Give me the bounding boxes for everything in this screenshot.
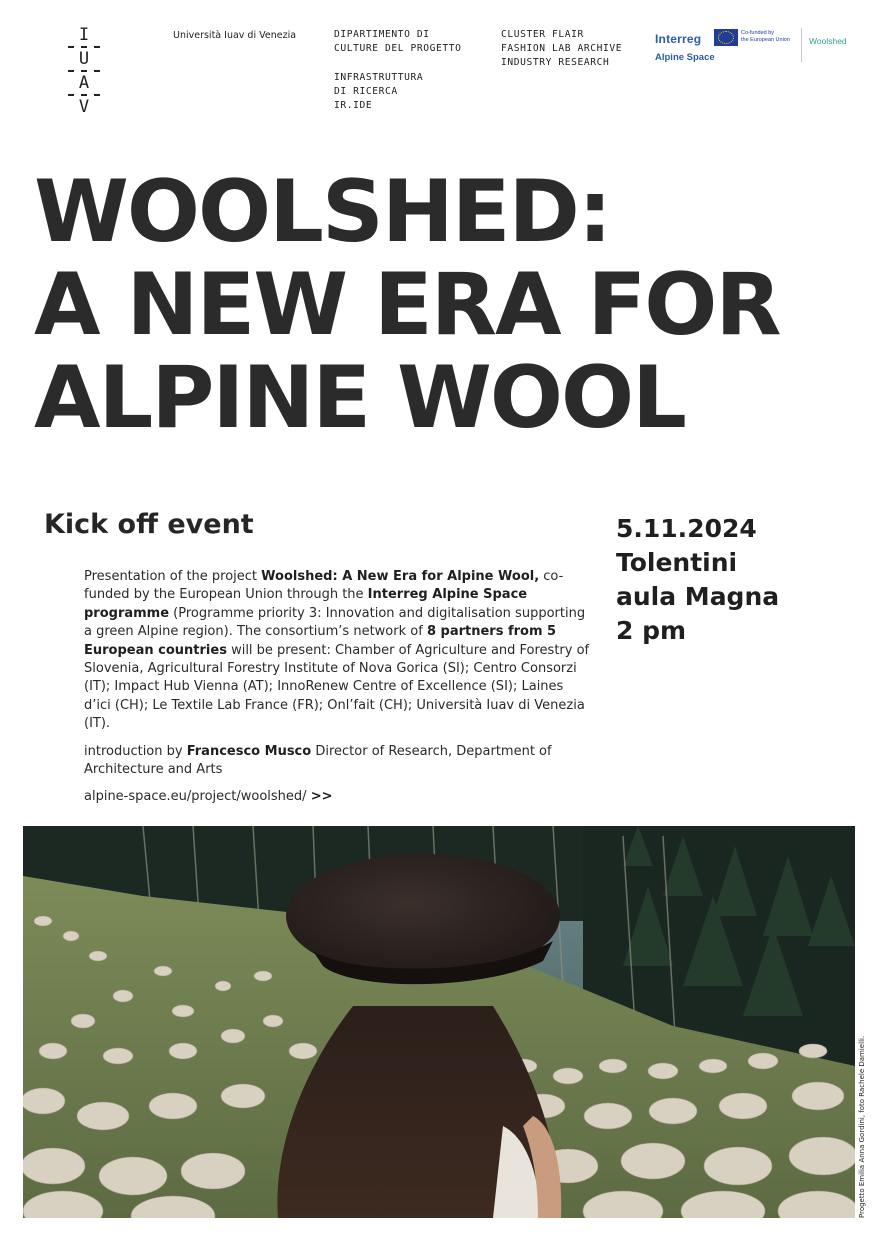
interreg-logo	[655, 28, 855, 68]
project-url[interactable]: alpine-space.eu/project/woolshed/	[84, 789, 307, 805]
text-run: introduction by	[84, 743, 187, 759]
text-run: co-funded by the European Union through the	[84, 569, 564, 603]
alpine-space-wordmark: Alpine Space	[655, 52, 715, 63]
event-details	[616, 512, 779, 648]
event-room: aula Magna	[616, 582, 780, 611]
cluster-text	[501, 28, 622, 70]
title-line: WOOLSHED:	[34, 162, 611, 262]
photo-illustration	[23, 826, 855, 1218]
partners-count: 8 partners from 5 European countries	[84, 624, 557, 658]
text-run: Director of Research, Department of Architecture and Arts	[84, 743, 552, 778]
title-line: ALPINE WOOL	[34, 348, 685, 448]
logo-letter: I	[78, 25, 90, 45]
department-text	[334, 28, 462, 56]
logo-divider	[801, 28, 802, 62]
programme-name: Interreg Alpine Space programme	[84, 587, 528, 621]
event-date: 5.11.2024	[616, 514, 757, 543]
cluster-line: CLUSTER FLAIR	[501, 29, 584, 40]
link-arrow-icon[interactable]: >>	[310, 789, 333, 805]
project-name: Woolshed: A New Era for Alpine Wool,	[261, 569, 540, 584]
cluster-line: INDUSTRY RESEARCH	[501, 57, 610, 68]
poster-title	[34, 162, 864, 448]
infrastructure-line: IR.IDE	[334, 100, 373, 111]
logo-letter: V	[78, 97, 90, 117]
text-run: Presentation of the project	[84, 569, 262, 584]
infrastructure-line: INFRASTRUTTURA	[334, 72, 424, 83]
project-link[interactable]	[84, 788, 594, 806]
logo-letter: U	[78, 49, 90, 69]
university-name: Università Iuav di Venezia	[173, 30, 297, 41]
infrastructure-text	[334, 71, 423, 113]
department-line: DIPARTIMENTO DI	[334, 29, 430, 40]
eu-flag-icon	[714, 29, 738, 46]
department-line: CULTURE DEL PROGETTO	[334, 43, 462, 54]
infrastructure-line: DI RICERCA	[334, 86, 398, 97]
iuav-logo	[66, 25, 102, 117]
speaker-name: Francesco Musco	[186, 743, 312, 759]
event-venue: Tolentini	[616, 548, 738, 577]
cofunded-line: the European Union	[741, 37, 790, 43]
event-time: 2 pm	[616, 616, 687, 645]
event-heading: Kick off event	[44, 509, 254, 540]
text-run: will be present: Chamber of Agriculture and Forestry of Slovenia, Agricultural Forestry Institute of Nova Gorica (SI); Centro Consorzi (IT); Impact Hub Vienna (AT); InnoRenew Centre of Excellence (SI); Laines d’ici (CH); Le Textile Lab France (FR); Onl’fait (CH); Università Iuav di Venezia (IT).	[84, 642, 590, 732]
cofunded-text	[741, 30, 790, 44]
introduction-paragraph	[84, 743, 594, 780]
title-line: A NEW ERA FOR	[34, 255, 780, 355]
cofunded-line: Co-funded by	[741, 30, 775, 36]
cluster-line: FASHION LAB ARCHIVE	[501, 43, 623, 54]
text-run: (Programme priority 3: Innovation and digitalisation supporting a green Alpine region). The consortium’s network of	[84, 605, 586, 640]
description-paragraph	[84, 568, 594, 734]
sheep-flock-photo	[23, 826, 855, 1218]
woolshed-wordmark: Woolshed	[809, 36, 847, 46]
interreg-wordmark: Interreg	[655, 32, 702, 46]
logo-letter: A	[78, 73, 90, 93]
photo-credit: Progetto Emilia Anna Gordini, foto Rachele Damielli.	[858, 1035, 866, 1218]
event-description	[84, 568, 594, 816]
